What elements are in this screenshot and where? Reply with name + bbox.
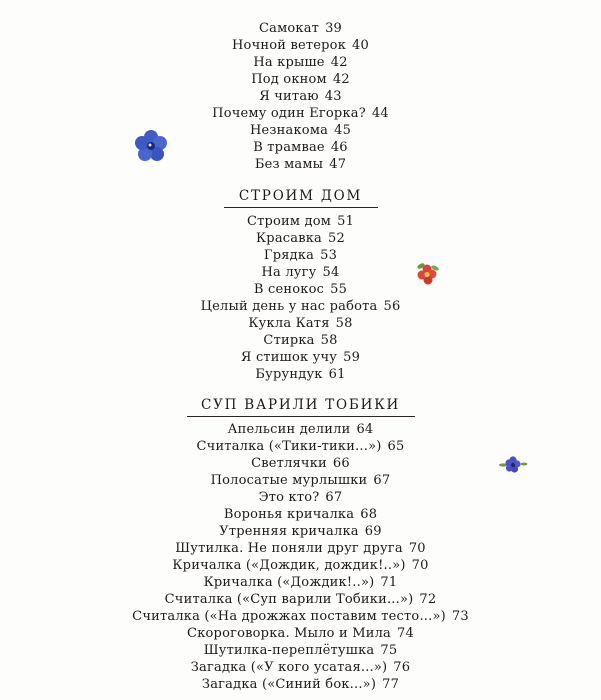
entry-title: Кукла Катя <box>248 316 330 331</box>
toc-entry[interactable] <box>0 281 601 298</box>
heading-underline <box>187 416 415 417</box>
toc-entry[interactable] <box>0 122 601 139</box>
entry-title: Я читаю <box>259 89 319 104</box>
toc-entry[interactable] <box>0 298 601 315</box>
entry-page: 45 <box>334 123 352 138</box>
toc-entry[interactable] <box>0 230 601 247</box>
entry-title: Под окном <box>251 72 327 87</box>
toc-entry[interactable] <box>0 608 601 625</box>
entry-title: На лугу <box>261 265 317 280</box>
entry-page: 77 <box>382 677 400 692</box>
entry-title: Полосатые мурлышки <box>210 473 368 488</box>
toc-entry[interactable] <box>0 438 601 455</box>
entry-title: В трамвае <box>253 140 325 155</box>
entry-page: 65 <box>387 439 405 454</box>
entry-title: Считалка («На дрожжах поставим тесто...») <box>132 609 446 624</box>
toc-entry[interactable] <box>0 591 601 608</box>
entry-title: Строим дом <box>246 214 332 229</box>
entry-page: 53 <box>320 248 338 263</box>
entry-title: Почему один Егорка? <box>212 106 366 121</box>
entry-page: 68 <box>360 507 378 522</box>
entry-page: 39 <box>325 21 343 36</box>
toc-entry[interactable] <box>0 20 601 37</box>
entry-page: 64 <box>356 422 374 437</box>
entry-title: В сенокос <box>253 282 325 297</box>
entry-page: 52 <box>328 231 345 246</box>
entry-page: 75 <box>380 643 398 658</box>
entry-page: 46 <box>330 140 348 155</box>
entry-title: Грядка <box>263 248 315 263</box>
entry-title: Считалка («Суп варили Тобики...») <box>164 592 414 607</box>
entry-title: Это кто? <box>258 490 320 505</box>
toc-entry[interactable] <box>0 247 601 264</box>
toc-entry[interactable] <box>0 523 601 540</box>
entry-title: Шутилка. Не поняли друг друга <box>175 541 403 556</box>
entry-title: Ночной ветерок <box>232 38 347 53</box>
entry-title: Светлячки <box>251 456 327 471</box>
toc-entry[interactable] <box>0 88 601 105</box>
entry-page: 40 <box>352 38 369 53</box>
toc-entry[interactable] <box>0 366 601 383</box>
toc-entry[interactable] <box>0 139 601 156</box>
entry-title: Целый день у нас работа <box>200 299 378 314</box>
entry-page: 58 <box>320 333 338 348</box>
entry-page: 74 <box>397 626 414 641</box>
section-heading: СТРОИМ ДОМ <box>238 188 363 204</box>
entry-title: Кричалка («Дождик!..») <box>203 575 375 590</box>
entry-title: На крыше <box>253 55 325 70</box>
entry-title: Стирка <box>263 333 315 348</box>
toc-entry[interactable] <box>0 213 601 230</box>
entry-title: Незнакома <box>249 123 329 138</box>
entry-title: Утренняя кричалка <box>219 524 359 539</box>
toc-entry[interactable] <box>0 156 601 173</box>
entry-page: 59 <box>343 350 361 365</box>
entry-title: Скороговорка. Мыло и Мила <box>187 626 391 641</box>
entry-page: 70 <box>411 558 429 573</box>
section-heading: СУП ВАРИЛИ ТОБИКИ <box>200 397 401 413</box>
entry-title: Загадка («У кого усатая...») <box>190 660 388 675</box>
blue-flower-icon <box>133 128 169 164</box>
toc-entry[interactable] <box>0 37 601 54</box>
entry-title: Загадка («Синий бок...») <box>201 677 377 692</box>
entry-title: Бурундук <box>255 367 323 382</box>
entry-page: 73 <box>451 609 469 624</box>
entry-page: 61 <box>328 367 346 382</box>
toc-entry[interactable] <box>0 489 601 506</box>
entry-page: 71 <box>380 575 398 590</box>
entry-page: 67 <box>325 490 343 505</box>
toc-entry[interactable] <box>0 105 601 122</box>
entry-page: 47 <box>329 157 347 172</box>
entry-title: Без мамы <box>254 157 324 172</box>
entry-page: 72 <box>419 592 437 607</box>
entry-page: 55 <box>330 282 348 297</box>
entry-page: 67 <box>373 473 391 488</box>
entry-page: 66 <box>332 456 350 471</box>
toc-entry[interactable] <box>0 659 601 676</box>
entry-page: 42 <box>330 55 348 70</box>
entry-page: 58 <box>335 316 353 331</box>
red-flower-icon <box>413 260 441 286</box>
entry-page: 43 <box>324 89 342 104</box>
small-blue-flower-icon <box>498 455 528 475</box>
heading-underline <box>224 207 378 208</box>
toc-entry[interactable] <box>0 332 601 349</box>
toc-entry[interactable] <box>0 642 601 659</box>
toc-entry[interactable] <box>0 506 601 523</box>
entry-title: Красавка <box>256 231 322 246</box>
entry-title: Считалка («Тики-тики...») <box>196 439 382 454</box>
entry-page: 44 <box>371 106 389 121</box>
toc-entry[interactable] <box>0 574 601 591</box>
toc-entry[interactable] <box>0 557 601 574</box>
entry-page: 51 <box>337 214 355 229</box>
entry-title: Самокат <box>258 21 320 36</box>
entry-title: Апельсин делили <box>227 422 351 437</box>
toc-entry[interactable] <box>0 71 601 88</box>
entry-title: Кричалка («Дождик, дождик!..») <box>172 558 406 573</box>
toc-entry[interactable] <box>0 421 601 438</box>
toc-entry[interactable] <box>0 625 601 642</box>
entry-page: 70 <box>408 541 426 556</box>
entry-page: 69 <box>364 524 382 539</box>
entry-title: Я стишок учу <box>240 350 338 365</box>
toc-entry[interactable] <box>0 264 601 281</box>
toc-entry[interactable] <box>0 54 601 71</box>
toc-entry[interactable] <box>0 315 601 332</box>
toc-entry[interactable] <box>0 676 601 693</box>
entry-page: 56 <box>383 299 401 314</box>
toc-entry[interactable] <box>0 540 601 557</box>
entry-page: 76 <box>393 660 411 675</box>
entry-page: 42 <box>332 72 350 87</box>
toc-entry[interactable] <box>0 349 601 366</box>
entry-title: Воронья кричалка <box>223 507 355 522</box>
entry-title: Шутилка-переплётушка <box>203 643 375 658</box>
entry-page: 54 <box>322 265 340 280</box>
